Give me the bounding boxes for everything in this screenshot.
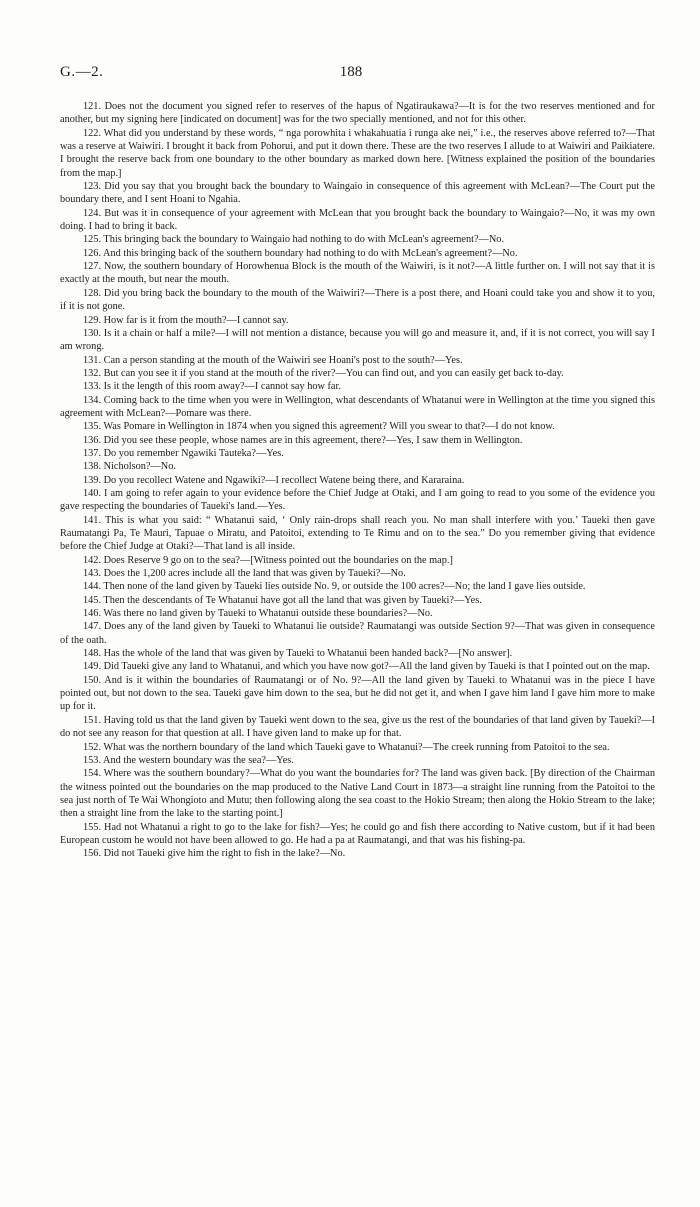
- question-147: 147. Does any of the land given by Taueki to Whatanui lie outside? Raumatangi was outside Section 9?—That was given in consequence of the oath.: [60, 621, 655, 646]
- question-122: 122. What did you understand by these words, “ nga porowhita i whakahuatia i runga ake nei,” i.e., the reserves above referred to?—That was a reserve at Waiwiri. I brought it back from Pohorui, and put it down there. These are the two reserves I allude to at Waiwiri and Paikiatere. I brought the reserve back from one boundary to the other boundary as marked down here. [Witness explained the position of the boundaries from the map.]: [60, 127, 655, 179]
- page-number: 188: [339, 64, 363, 80]
- page-header: [60, 64, 642, 84]
- question-123: 123. Did you say that you brought back the boundary to Waingaio in consequence of this agreement with McLean?—The Court put the boundary there, and I sent Hoani to Ngahia.: [60, 181, 655, 206]
- question-133: 133. Is it the length of this room away?—I cannot say how far.: [83, 381, 341, 393]
- question-138: 138. Nicholson?—No.: [83, 461, 176, 473]
- question-125: 125. This bringing back the boundary to Waingaio had nothing to do with McLean's agreement?—No.: [83, 234, 505, 246]
- question-128: 128. Did you bring back the boundary to the mouth of the Waiwiri?—There is a post there, and Hoani could take you and show it to you, if it is not gone.: [60, 287, 655, 313]
- question-145: 145. Then the descendants of Te Whatanui have got all the land that was given by Taueki?—Yes.: [83, 594, 482, 606]
- question-142: 142. Does Reserve 9 go on to the sea?—[Witness pointed out the boundaries on the map.]: [83, 554, 453, 566]
- question-146: 146. Was there no land given by Taueki to Whatanui outside these boundaries?—No.: [83, 608, 433, 620]
- question-131: 131. Can a person standing at the mouth of the Waiwiri see Hoani's post to the south?—Yes.: [83, 354, 463, 366]
- document-reference: G.—2.: [60, 64, 104, 80]
- question-137: 137. Do you remember Ngawiki Tauteka?—Yes.: [83, 447, 284, 459]
- question-143: 143. Does the 1,200 acres include all the land that was given by Taueki?—No.: [83, 568, 406, 580]
- question-136: 136. Did you see these people, whose names are in this agreement, there?—Yes, I saw them in Wellington.: [83, 434, 523, 446]
- minutes-of-evidence: [60, 100, 655, 861]
- question-140: 140. I am going to refer again to your evidence before the Chief Judge at Otaki, and I am going to read to you some of the evidence you gave respecting the boundaries of Taueki's land.—Yes.: [60, 487, 655, 513]
- question-129: 129. How far is it from the mouth?—I cannot say.: [83, 314, 289, 326]
- question-149: 149. Did Taueki give any land to Whatanui, and which you have now got?—All the land given by Taueki is that I pointed out on the map.: [83, 661, 650, 673]
- question-127: 127. Now, the southern boundary of Horowhenua Block is the mouth of the Waiwiri, is it not?—A little further on. I will not say that it is exactly at the mouth, but near the mouth.: [60, 261, 655, 286]
- question-139: 139. Do you recollect Watene and Ngawiki?—I recollect Watene being there, and Kararaina.: [83, 474, 465, 486]
- question-154: 154. Where was the southern boundary?—What do you want the boundaries for? The land was given back. [By direction of the Chairman the witness pointed out the boundaries on the map produced to the Native Land Court in 1873—a straight line running from the Patoitoi to the sea just north of Te Wai Whongioto and Mutu; then following along the sea coast to the Hokio Stream; then along the Hokio Stream to the lake; then a straight line from the lake to the starting point.]: [60, 768, 655, 820]
- question-144: 144. Then none of the land given by Taueki lies outside No. 9, or outside the 100 acres?—No; the land I gave lies outside.: [83, 581, 586, 593]
- question-155: 155. Had not Whatanui a right to go to the lake for fish?—Yes; he could go and fish there according to Native custom, but if it had been European custom he would not have been allowed to go. He had a pa at Raumatangi, and that was his fishing-pa.: [60, 821, 655, 846]
- question-124: 124. But was it in consequence of your agreement with McLean that you brought back the boundary to Waingaio?—No, it was my own doing. I had to bring it back.: [60, 207, 655, 233]
- question-121: 121. Does not the document you signed refer to reserves of the hapus of Ngatiraukawa?—It is for the two reserves mentioned and for another, but my signing here [indicated on document] was for the two specially mentioned, and not for this other.: [60, 101, 655, 126]
- question-141: 141. This is what you said: “ Whatanui said, ‘ Only rain-drops shall reach you. No man shall interfere with you.’ Taueki then gave Raumatangi Pa, Te Mauri, Tapuae o Miratu, and Patoitoi, extending to Te Rimu and on to the sea.” Do you remember giving that evidence before the Chief Judge at Otaki?—That land is all inside.: [60, 514, 655, 553]
- question-130: 130. Is it a chain or half a mile?—I will not mention a distance, because you will go and measure it, and, if it is not correct, you will say I am wrong.: [60, 327, 655, 353]
- question-152: 152. What was the northern boundary of the land which Taueki gave to Whatanui?—The creek running from Patoitoi to the sea.: [83, 741, 610, 753]
- question-134: 134. Coming back to the time when you were in Wellington, what descendants of Whatanui were in Wellington at the time you signed this agreement with McLean?—Pomare was there.: [60, 394, 655, 419]
- question-150: 150. And is it within the boundaries of Raumatangi or of No. 9?—All the land given by Taueki to Whatanui was in the piece I have pointed out, but not down to the sea. Taueki gave him down to the sea, but he did not get it, and when I gave him land I gave him more to make up for it.: [60, 674, 655, 713]
- question-151: 151. Having told us that the land given by Taueki went down to the sea, give us the rest of the boundaries of that land given by Taueki?—I do not see any reason for that question at all. I have given land to make up for that.: [60, 714, 655, 740]
- question-135: 135. Was Pomare in Wellington in 1874 when you signed this agreement? Will you swear to that?—I do not know.: [83, 421, 555, 433]
- question-132: 132. But can you see it if you stand at the mouth of the river?—You can find out, and you can easily get back to-day.: [83, 367, 564, 379]
- question-156: 156. Did not Taueki give him the right to fish in the lake?—No.: [83, 848, 346, 860]
- question-126: 126. And this bringing back of the southern boundary had nothing to do with McLean's agreement?—No.: [83, 247, 518, 259]
- question-153: 153. And the western boundary was the sea?—Yes.: [83, 754, 294, 766]
- question-148: 148. Has the whole of the land that was given by Taueki to Whatanui been handed back?—[No answer].: [83, 648, 513, 660]
